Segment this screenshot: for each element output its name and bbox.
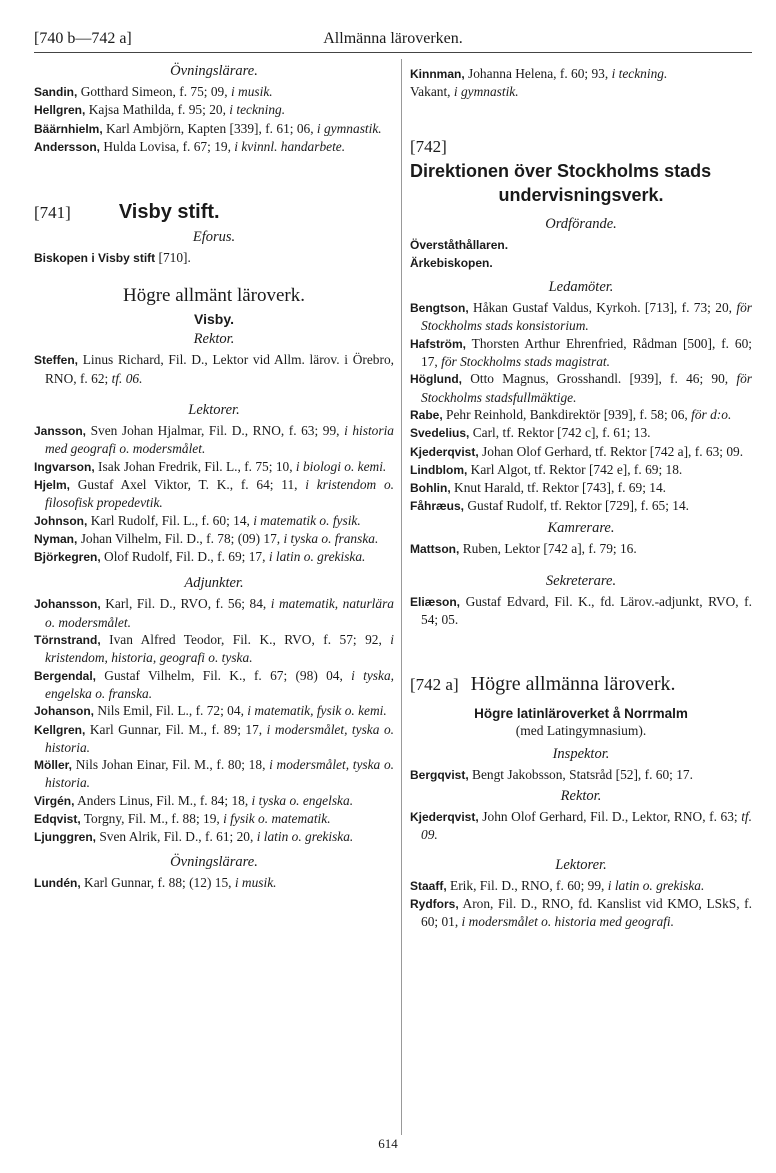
list-item: Nyman, Johan Vilhelm, Fil. D., f. 78; (09) 17, i tyska o. franska. — [34, 530, 379, 546]
section-number: [742 a] — [410, 674, 459, 694]
list-item: Bengtson, Håkan Gustaf Valdus, Kyrkoh. [713], f. 73; 20, för Stockholms stads konsistorium. — [410, 300, 752, 334]
heading-ovningslarare-bottom: Övningslärare. — [170, 853, 258, 870]
list-item: Andersson, Hulda Lovisa, f. 67; 19, i kvinnl. handarbete. — [34, 138, 346, 154]
list-item: Svedelius, Carl, tf. Rektor [742 c], f. 61; 13. — [410, 425, 651, 441]
list-item: Edqvist, Torgny, Fil. M., f. 88; 19, i fysik o. matematik. — [34, 811, 331, 827]
list-item: Hjelm, Gustaf Axel Viktor, T. K., f. 64; 11, i kristendom o. filosofisk propedevtik. — [34, 476, 394, 511]
list-item: Möller, Nils Johan Einar, Fil. M., f. 80; 18, i modersmålet, tyska o. historia. — [34, 757, 394, 791]
lektorer-list — [410, 877, 752, 931]
list-item: Höglund, Otto Magnus, Grosshandl. [939], f. 46; 90, för Stockholms stadsfullmäktige. — [410, 371, 752, 405]
list-item: Rydfors, Aron, Fil. D., RNO, fd. Kanslist vid KMO, LSkS, f. 60; 01, i modersmålet o. historia med geografi. — [410, 895, 752, 930]
heading-inspektor: Inspektor. — [552, 745, 610, 762]
list-item: Törnstrand, Ivan Alfred Teodor, Fil. K., RVO, f. 57; 92, i kristendom, historia, geografi o. tyska. — [34, 632, 394, 666]
section-742a — [410, 673, 752, 696]
column-divider — [401, 59, 402, 1135]
heading-kamrerare: Kamrerare. — [547, 519, 615, 536]
heading-adjunkter: Adjunkter. — [184, 575, 244, 592]
header-title: Allmänna läroverken. — [323, 30, 463, 47]
heading-rektor: Rektor. — [193, 331, 235, 348]
adjunkter-list — [34, 595, 394, 846]
ovningslarare-top-list — [34, 83, 394, 156]
list-item: Björkegren, Olof Rudolf, Fil. D., f. 69; 17, i latin o. grekiska. — [34, 549, 366, 565]
list-item: Ingvarson, Isak Johan Fredrik, Fil. L., f. 75; 10, i biologi o. kemi. — [34, 458, 387, 474]
heading-ledamoter: Ledamöter. — [548, 279, 614, 296]
list-item: Ärkebiskopen. — [410, 255, 493, 270]
section-title: Visby stift. — [118, 201, 220, 224]
list-item: Virgén, Anders Linus, Fil. M., f. 84; 18, i tyska o. engelska. — [34, 792, 354, 808]
ledamoter-list — [410, 299, 752, 516]
list-item: Bohlin, Knut Harald, tf. Rektor [743], f. 69; 14. — [410, 480, 666, 496]
heading-rektor: Rektor. — [560, 787, 602, 804]
list-item: Hellgren, Kajsa Mathilda, f. 95; 20, i teckning. — [34, 102, 286, 118]
heading-ovningslarare-top: Övningslärare. — [170, 63, 258, 79]
list-item: Mattson, Ruben, Lektor [742 a], f. 79; 16. — [410, 540, 637, 556]
list-item: Lindblom, Karl Algot, tf. Rektor [742 e], f. 69; 18. — [410, 461, 683, 477]
list-item: Kjederqvist, Johan Olof Gerhard, tf. Rektor [742 a], f. 63; 09. — [410, 443, 744, 459]
list-item: Bäärnhielm, Karl Ambjörn, Kapten [339], f. 61; 06, i gymnastik. — [34, 120, 382, 136]
page — [34, 28, 752, 1135]
section-title: Högre allmänna läroverk. — [470, 672, 676, 695]
left-column — [34, 59, 394, 892]
list-item: Överståthållaren. — [410, 237, 509, 252]
list-item: Vakant, i gymnastik. — [410, 84, 519, 100]
list-item: Johansson, Karl, Fil. D., RVO, f. 56; 84, i matematik, naturlära o. modersmålet. — [34, 596, 394, 630]
right-column — [410, 59, 752, 930]
list-item: Kinnman, Johanna Helena, f. 60; 93, i teckning. — [410, 66, 668, 81]
list-item: Fåhræus, Gustaf Rudolf, tf. Rektor [729], f. 65; 14. — [410, 498, 690, 514]
header-section-range: [740 b—742 a] — [34, 30, 132, 47]
lektorer-list — [34, 422, 394, 566]
section-title-line1: Direktionen över Stockholms stads — [410, 160, 712, 181]
school-name: Högre latinläroverket å Norrmalm — [474, 705, 688, 721]
school-type-title: Högre allmänt läroverk. — [122, 285, 305, 307]
heading-lektorer: Lektorer. — [555, 856, 607, 873]
page-number: 614 — [378, 1136, 398, 1151]
section-742 — [410, 135, 752, 207]
list-item: Lundén, Karl Gunnar, f. 88; (12) 15, i musik. — [34, 874, 277, 890]
running-header — [34, 28, 752, 53]
list-item: Johanson, Nils Emil, Fil. L., f. 72; 04, i matematik, fysik o. kemi. — [34, 703, 387, 719]
section-number: [742] — [410, 136, 447, 156]
section-number: [741] — [34, 203, 71, 223]
heading-lektorer: Lektorer. — [188, 402, 240, 419]
section-title-line2: undervisningsverk. — [498, 184, 664, 205]
heading-sekreterare: Sekreterare. — [545, 573, 617, 590]
list-item: Kjederqvist, John Olof Gerhard, Fil. D., Lektor, RNO, f. 63; tf. 09. — [410, 808, 752, 843]
list-item: Bergendal, Gustaf Vilhelm, Fil. K., f. 67; (98) 04, i tyska, engelska o. franska. — [34, 667, 394, 701]
heading-eforus: Eforus. — [192, 229, 236, 246]
list-item: Sandin, Gotthard Simeon, f. 75; 09, i musik. — [34, 84, 273, 99]
list-item: Rabe, Pehr Reinhold, Bankdirektör [939], f. 58; 06, för d:o. — [410, 406, 732, 422]
school-location: Visby. — [194, 311, 234, 328]
section-741 — [34, 200, 394, 224]
list-item: Staaff, Erik, Fil. D., RNO, f. 60; 99, i latin o. grekiska. — [410, 877, 705, 893]
heading-ordforande: Ordförande. — [545, 215, 617, 232]
list-item: Kellgren, Karl Gunnar, Fil. M., f. 89; 17, i modersmålet, tyska o. historia. — [34, 721, 394, 755]
school-subtitle: (med Latingymnasium). — [515, 722, 647, 738]
list-item: Steffen, Linus Richard, Fil. D., Lektor vid Allm. lärov. i Örebro, RNO, f. 62; tf. 06. — [34, 352, 394, 386]
list-item: Ljunggren, Sven Alrik, Fil. D., f. 61; 20, i latin o. grekiska. — [34, 829, 354, 845]
list-item: Eliæson, Gustaf Edvard, Fil. K., fd. Lärov.-adjunkt, RVO, f. 54; 05. — [410, 594, 752, 628]
list-item: Hafström, Thorsten Arthur Ehrenfried, Rådman [500], f. 60; 17, för Stockholms stads magistrat. — [410, 335, 752, 370]
list-item: Bergqvist, Bengt Jakobsson, Statsråd [52], f. 60; 17. — [410, 766, 693, 782]
list-item: Johnson, Karl Rudolf, Fil. L., f. 60; 14, i matematik o. fysik. — [34, 512, 361, 528]
list-item: Jansson, Sven Johan Hjalmar, Fil. D., RNO, f. 63; 99, i historia med geografi o. modersmålet. — [34, 423, 394, 457]
list-item: Biskopen i Visby stift [710]. — [34, 250, 191, 266]
